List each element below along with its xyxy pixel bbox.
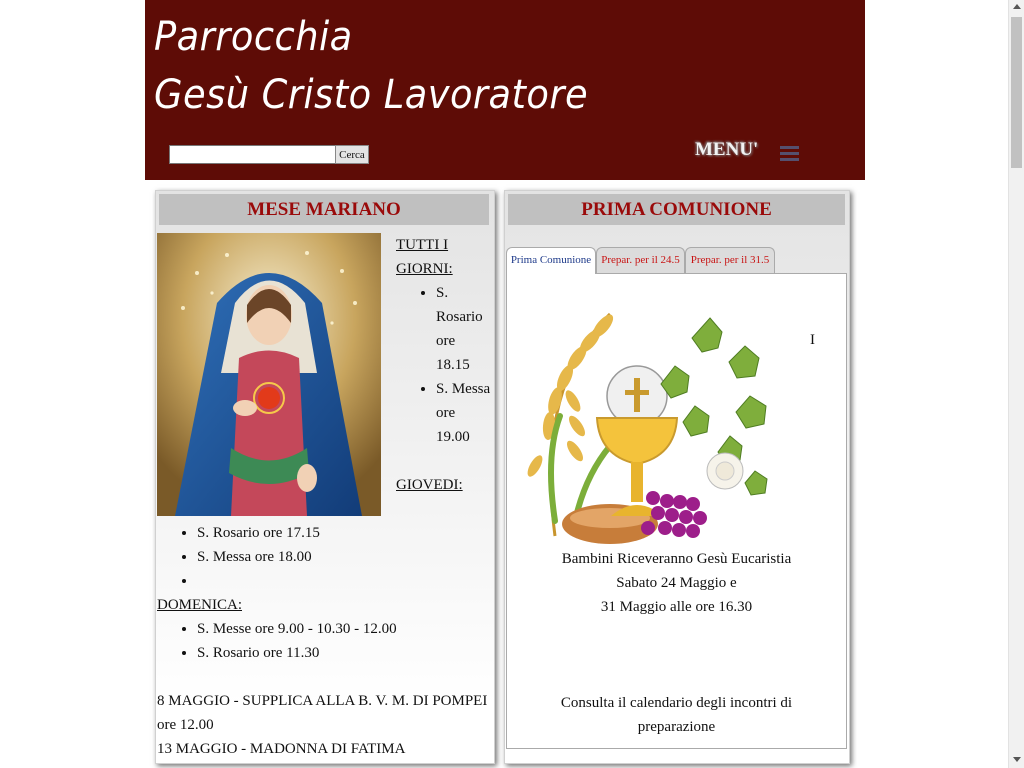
scroll-down-arrow-icon[interactable]	[1013, 757, 1021, 762]
page	[145, 0, 865, 768]
mese-mariano-panel	[155, 190, 495, 764]
panel-title: MESE MARIANO	[159, 194, 489, 225]
calendario-line-1[interactable]: Consulta il calendario degli incontri di	[560, 695, 793, 711]
list-item: • S. Rosario ore 17.15	[197, 521, 493, 545]
search-input[interactable]	[169, 145, 336, 164]
list-item: • S. Rosario ore 18.15	[436, 281, 491, 377]
tab-prepar-24-5[interactable]: Prepar. per il 24.5	[596, 247, 685, 273]
site-title-line2[interactable]: Gesù Cristo Lavoratore	[154, 72, 589, 118]
comunione-line-2: Sabato 24 Maggio e	[616, 575, 737, 591]
calendario-line-2[interactable]: preparazione	[637, 719, 716, 735]
sunday-label: DOMENICA:	[157, 597, 242, 613]
scrollbar[interactable]	[1008, 0, 1024, 768]
stray-text: I	[810, 332, 815, 348]
scroll-up-arrow-icon[interactable]	[1013, 4, 1021, 9]
prima-comunione-panel	[504, 190, 850, 764]
list-item: • S. Messe ore 9.00 - 10.30 - 12.00	[197, 617, 493, 641]
site-title[interactable]	[154, 8, 588, 124]
site-title-line1[interactable]: Parrocchia	[154, 14, 353, 60]
note-pompei: 8 MAGGIO - SUPPLICA ALLA B. V. M. DI POMPEI ore 12.00	[157, 693, 488, 733]
note-fatima: 13 MAGGIO - MADONNA DI FATIMA	[157, 741, 406, 757]
list-item: • S. Messa ore 19.00	[436, 377, 491, 449]
comunione-line-3: 31 Maggio alle ore 16.30	[600, 599, 753, 615]
scrollbar-thumb[interactable]	[1011, 17, 1022, 168]
madonna-sacred-heart-image	[157, 233, 381, 516]
thursday-label: GIOVEDI:	[396, 477, 463, 493]
list-item	[197, 569, 493, 593]
menu-label[interactable]: MENU'	[695, 139, 759, 160]
weekly-schedule	[157, 521, 493, 761]
hamburger-icon[interactable]	[780, 146, 799, 162]
tab-content	[506, 273, 847, 749]
list-item: • S. Messa ore 18.00	[197, 545, 493, 569]
eucharist-chalice-wheat-grapes-image	[515, 306, 781, 550]
list-item: • S. Rosario ore 11.30	[197, 641, 493, 665]
search-button[interactable]: Cerca	[335, 145, 369, 164]
tab-prima-comunione[interactable]: Prima Comunione	[506, 247, 596, 274]
panel-title: PRIMA COMUNIONE	[508, 194, 845, 225]
comunione-line-1: Bambini Riceveranno Gesù Eucaristia	[561, 551, 792, 567]
tab-bar	[506, 247, 847, 273]
tab-prepar-31-5[interactable]: Prepar. per il 31.5	[685, 247, 775, 273]
site-header	[145, 0, 865, 180]
daily-schedule	[396, 233, 491, 497]
daily-label: TUTTI I GIORNI:	[396, 237, 453, 277]
